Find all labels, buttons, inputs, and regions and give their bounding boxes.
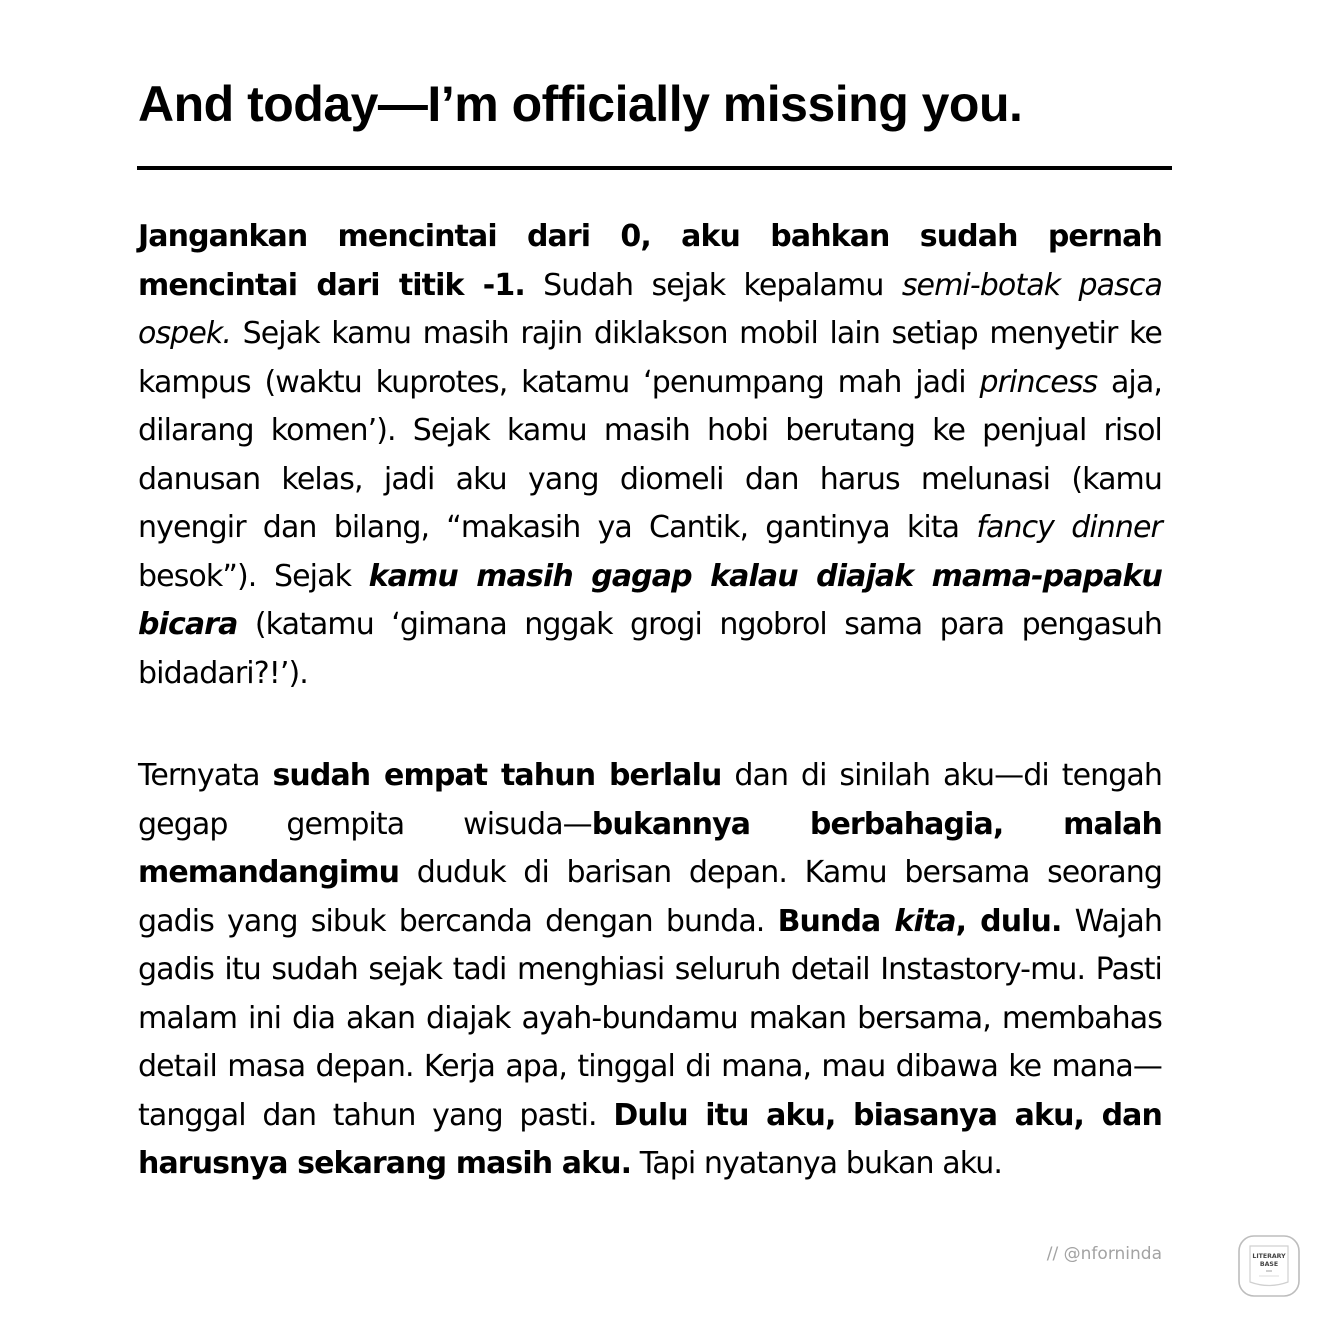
text-segment: bukannya berbahagia, malah memandangimu <box>138 806 1162 890</box>
text-segment: (katamu ‘gimana nggak grogi ngobrol sama para pengasuh bidadari?!’). <box>138 607 1162 691</box>
logo-text-line1: LITERARY <box>1252 1253 1286 1260</box>
paragraph-1 <box>138 213 1162 698</box>
text-segment: duduk di barisan depan. Kamu bersama seorang gadis yang sibuk bercanda dengan bunda. <box>138 855 1162 939</box>
literary-base-logo <box>1237 1234 1301 1298</box>
text-segment: fancy dinner <box>976 510 1162 545</box>
text-segment: kamu masih gagap kalau diajak mama-papaku bicara <box>138 558 1162 642</box>
author-credit: // @nforninda <box>1046 1244 1162 1264</box>
logo-text-line2: BASE <box>1259 1261 1279 1268</box>
text-segment: Jangankan mencintai dari 0, aku bahkan sudah pernah mencintai dari titik -1. <box>138 219 1162 303</box>
text-segment: Dulu itu aku, biasanya aku, dan harusnya sekarang masih aku. <box>138 1097 1162 1181</box>
text-segment: Tapi nyatanya bukan aku. <box>631 1146 1003 1181</box>
title-divider <box>137 166 1172 170</box>
text-segment: Bunda <box>777 903 895 939</box>
text-segment: , dulu. <box>955 903 1062 939</box>
text-segment: Wajah gadis itu sudah sejak tadi menghiasi seluruh detail Instastory-mu. Pasti malam ini dia akan diajak ayah-bundamu makan bersama, membahas detail masa depan. Kerja apa, tinggal di mana, mau dibawa ke mana—tanggal dan tahun yang pasti. <box>138 903 1162 1133</box>
text-segment: Sejak kamu masih rajin diklakson mobil lain setiap menyetir ke kampus (waktu kuprotes, katamu ‘penumpang mah jadi <box>138 316 1162 400</box>
text-segment: besok”). Sejak <box>138 558 369 594</box>
text-segment: Ternyata <box>138 758 273 793</box>
text-segment: Sudah sejak kepalamu <box>524 267 902 303</box>
paragraph-2 <box>138 752 1162 1189</box>
page-title: And today—I’m officially missing you. <box>138 76 1023 132</box>
text-segment: princess <box>979 364 1098 400</box>
text-segment: semi-botak pasca ospek. <box>138 267 1162 351</box>
text-segment: aja, dilarang komen’). Sejak kamu masih hobi berutang ke penjual risol danusan kelas, jadi aku yang diomeli dan harus melunasi (kamu nyengir dan bilang, “makasih ya Cantik, gantinya kita <box>138 364 1162 545</box>
text-segment: kita <box>894 903 956 939</box>
text-segment: dan di sinilah aku—di tengah gegap gempita wisuda— <box>138 758 1162 842</box>
text-segment: sudah empat tahun berlalu <box>272 758 722 793</box>
text-segment <box>894 904 955 939</box>
